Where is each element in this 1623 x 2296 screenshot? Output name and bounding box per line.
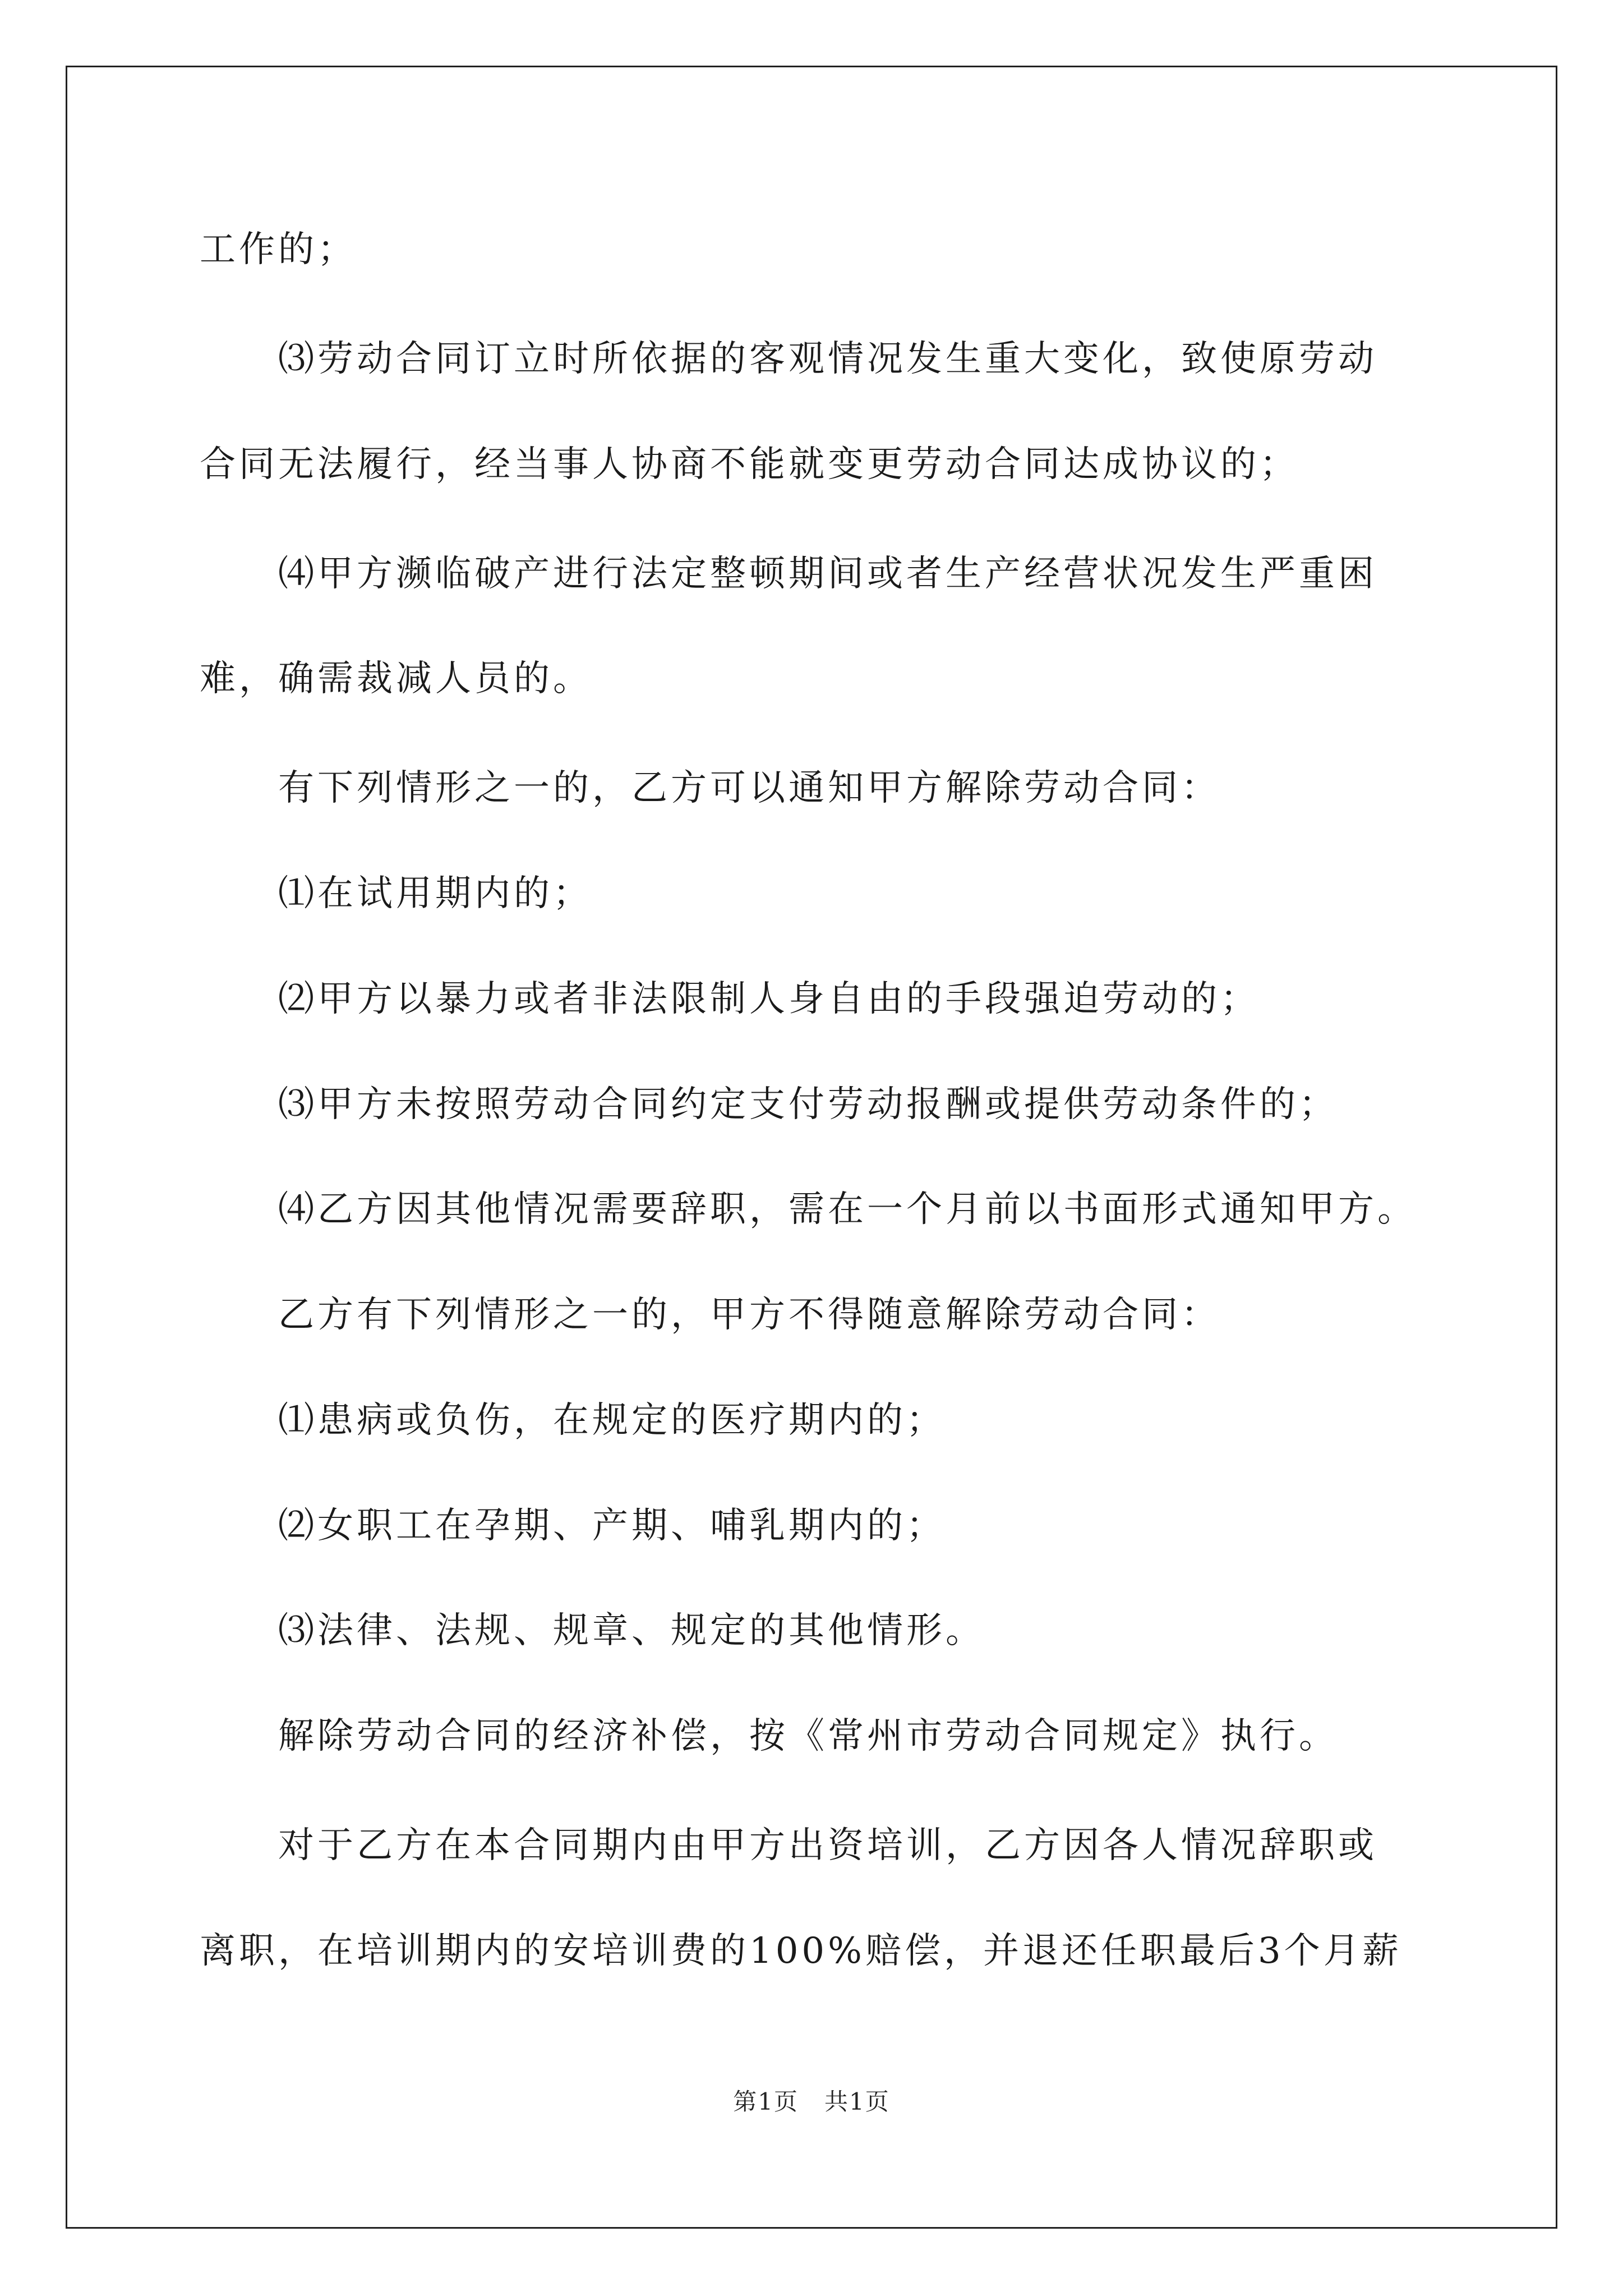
text-line: ⑶法律、法规、规章、规定的其他情形。	[278, 1610, 985, 1651]
text-line: ⑶劳动合同订立时所依据的客观情况发生重大变化，致使原劳动	[278, 338, 1377, 380]
text-line: 难，确需裁减人员的。	[200, 658, 592, 700]
text-line: 解除劳动合同的经济补偿，按《常州市劳动合同规定》执行。	[278, 1715, 1338, 1757]
text-line: ⑶甲方未按照劳动合同约定支付劳动报酬或提供劳动条件的；	[278, 1084, 1338, 1125]
text-line: ⑴在试用期内的；	[278, 873, 592, 914]
text-line: ⑷乙方因其他情况需要辞职，需在一个月前以书面形式通知甲方。	[278, 1189, 1417, 1230]
page-footer: 第1页 共1页	[733, 2088, 890, 2115]
text-line: ⑷甲方濒临破产进行法定整顿期间或者生产经营状况发生严重困	[278, 553, 1377, 595]
text-line: ⑴患病或负伤，在规定的医疗期内的；	[278, 1400, 946, 1441]
text-line: 乙方有下列情形之一的，甲方不得随意解除劳动合同：	[278, 1294, 1220, 1336]
text-line: ⑵甲方以暴力或者非法限制人身自由的手段强迫劳动的；	[278, 978, 1260, 1020]
text-line: ⑵女职工在孕期、产期、哺乳期内的；	[278, 1505, 946, 1547]
page-border	[66, 66, 1557, 2229]
text-line: 合同无法履行，经当事人协商不能就变更劳动合同达成协议的；	[200, 444, 1299, 485]
text-line: 对于乙方在本合同期内由甲方出资培训，乙方因各人情况辞职或	[278, 1825, 1377, 1866]
text-line: 有下列情形之一的，乙方可以通知甲方解除劳动合同：	[278, 767, 1220, 809]
text-line: 离职，在培训期内的安培训费的100%赔偿，并退还任职最后3个月薪	[200, 1930, 1402, 1972]
text-line: 工作的；	[200, 229, 357, 270]
